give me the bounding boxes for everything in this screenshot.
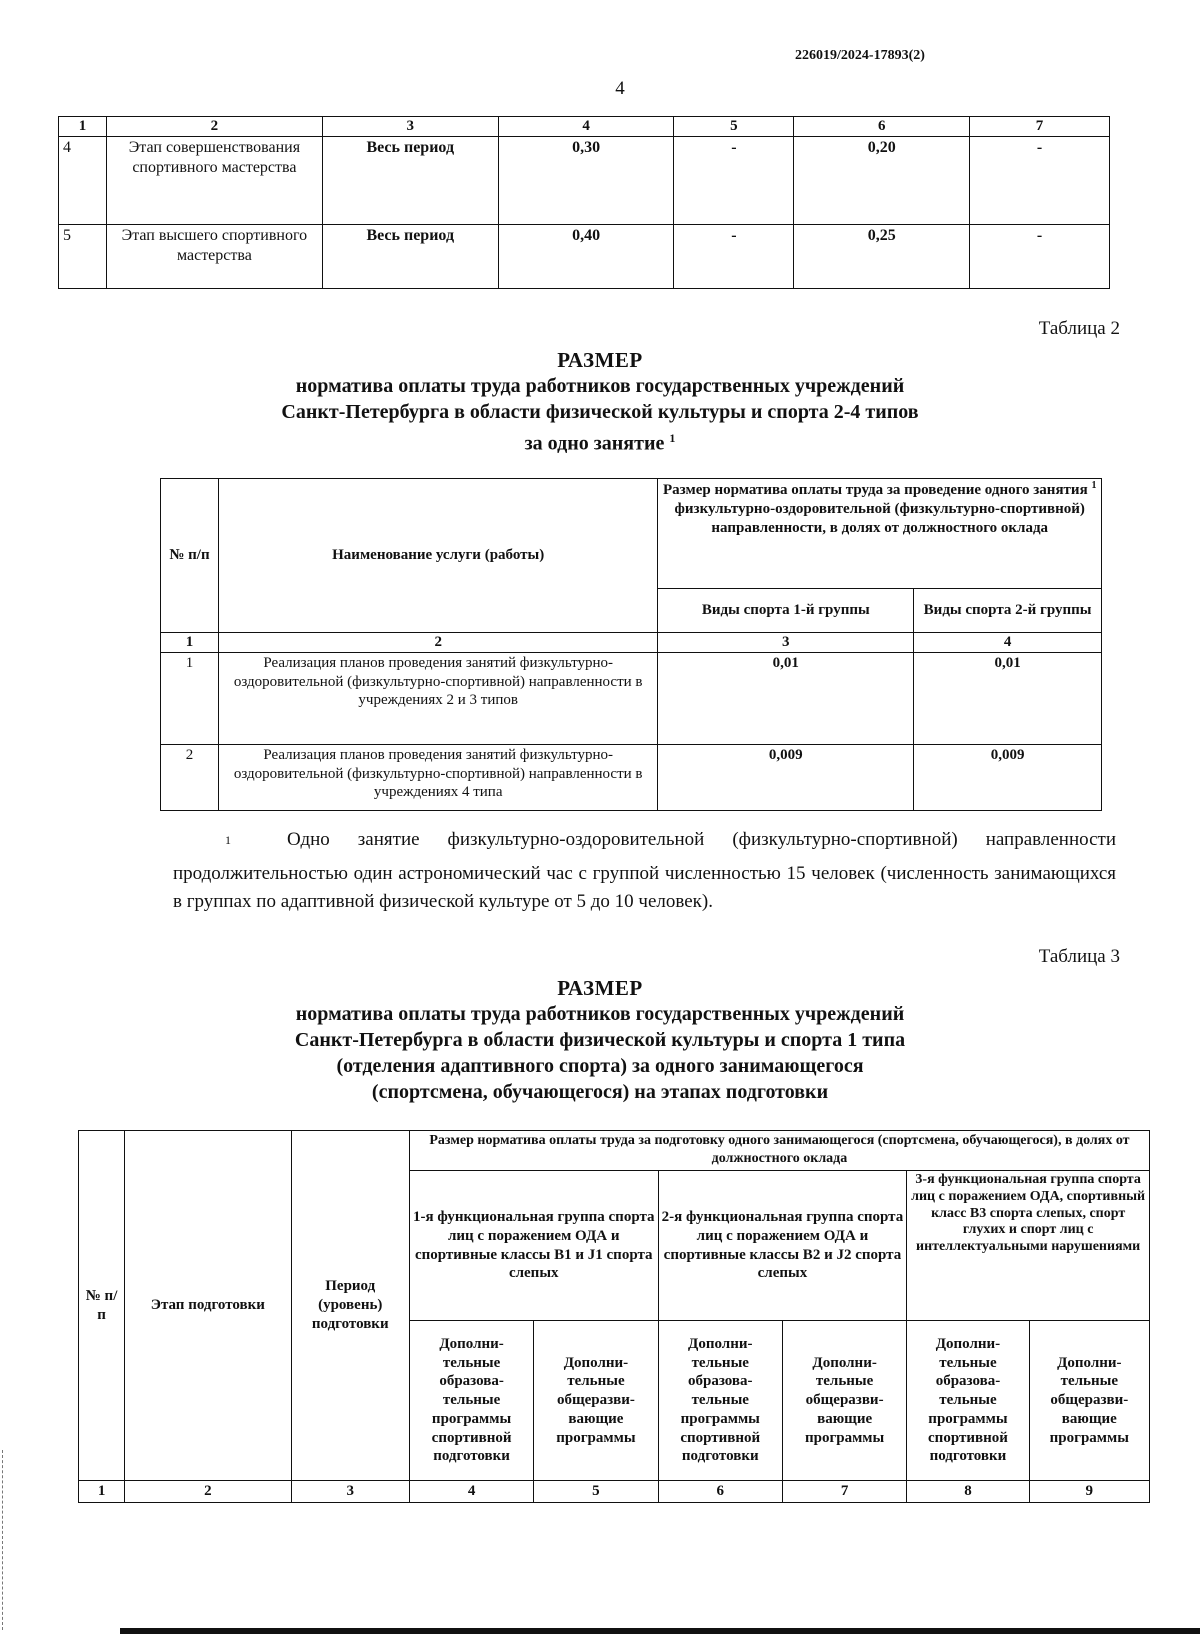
service-cell: Реализация планов проведения занятий физкультурно-оздоровительной (физкультурно-спортивной) направленности в учреждениях 4 типа (218, 744, 658, 810)
footnote-text: Одно занятие физкультурно-оздоровительной (физкультурно-спортивной) направленности продолжительностью один астрономический час с группой численностью 15 человек (численность занимающихся в группах по адаптивной физической культуре от 5 до 10 человек). (173, 829, 1116, 913)
table-row (59, 224, 1110, 288)
table-3-title (150, 975, 1050, 1105)
table-row (161, 652, 1102, 744)
table-3-index-row (79, 1481, 1150, 1503)
table-1-index-row (59, 117, 1110, 137)
table-row (161, 744, 1102, 810)
period-cell: Весь период (322, 224, 498, 288)
index-cell: 9 (1029, 1481, 1149, 1503)
value-cell: - (674, 224, 794, 288)
header-additional-education: Дополни-тельные образова-тельные программы спортивной подготовки (409, 1321, 533, 1481)
stage-cell: Этап высшего спортивного мастерства (106, 224, 322, 288)
index-cell: 1 (79, 1481, 125, 1503)
index-cell: 7 (782, 1481, 906, 1503)
value-cell: - (970, 136, 1110, 224)
table-2-index-row (161, 633, 1102, 653)
scan-bottom-edge (120, 1628, 1200, 1634)
header-group-2: 2-я функциональная группа спорта лиц с поражением ОДА и спортивные классы В2 и J2 спорта слепых (658, 1171, 907, 1321)
header-size: Размер норматива оплаты труда за подготовку одного занимающегося (спортсмена, обучающегося), в долях от должностного оклада (409, 1131, 1149, 1171)
index-cell: 2 (106, 117, 322, 137)
header-group-2: Виды спорта 2-й группы (914, 589, 1102, 633)
period-cell: Весь период (322, 136, 498, 224)
header-group-1: Виды спорта 1-й группы (658, 589, 914, 633)
row-number: 1 (161, 652, 219, 744)
footnote-mark: 1 (225, 833, 231, 847)
header-general-development: Дополни-тельные общеразви-вающие программы (1029, 1321, 1149, 1481)
table-3-title-line: (отделения адаптивного спорта) за одного занимающегося (336, 1055, 864, 1077)
row-number: 4 (59, 136, 107, 224)
index-cell: 2 (218, 633, 658, 653)
index-cell: 7 (970, 117, 1110, 137)
stage-cell: Этап совершенствования спортивного мастерства (106, 136, 322, 224)
index-cell: 5 (674, 117, 794, 137)
service-cell: Реализация планов проведения занятий физкультурно-оздоровительной (физкультурно-спортивной) направленности в учреждениях 2 и 3 типов (218, 652, 658, 744)
index-cell: 3 (291, 1481, 409, 1503)
table-2-header-row (161, 479, 1102, 589)
index-cell: 3 (322, 117, 498, 137)
header-num: № п/п (161, 479, 219, 633)
page-number: 4 (615, 78, 625, 99)
table-2-title-line: РАЗМЕР (557, 348, 643, 372)
header-group-1: 1-я функциональная группа спорта лиц с поражением ОДА и спортивные классы В1 и J1 спорта слепых (409, 1171, 658, 1321)
index-cell: 2 (125, 1481, 291, 1503)
value-cell: 0,20 (794, 136, 970, 224)
value-cell: 0,01 (658, 652, 914, 744)
footnote (173, 826, 1116, 916)
document-number: 226019/2024-17893(2) (795, 48, 925, 63)
index-cell: 1 (161, 633, 219, 653)
table-3-label: Таблица 3 (1038, 946, 1120, 967)
index-cell: 5 (534, 1481, 658, 1503)
value-cell: 0,25 (794, 224, 970, 288)
table-3-header-row (79, 1131, 1150, 1171)
table-row (59, 136, 1110, 224)
table-1-continuation (58, 116, 1110, 289)
footnote-ref: 1 (669, 431, 676, 445)
table-2-title-line: норматива оплаты труда работников государственных учреждений (295, 375, 905, 397)
header-additional-education: Дополни-тельные образова-тельные программы спортивной подготовки (907, 1321, 1029, 1481)
value-cell: 0,30 (498, 136, 674, 224)
header-general-development: Дополни-тельные общеразви-вающие программы (534, 1321, 658, 1481)
table-2-title (150, 347, 1050, 457)
header-period: Период (уровень) подготовки (291, 1131, 409, 1481)
index-cell: 4 (498, 117, 674, 137)
header-group-3: 3-я функциональная группа спорта лиц с поражением ОДА, спортивный класс В3 спорта слепых, спорт глухих и спорт лиц с интеллектуальными нарушениями (907, 1171, 1150, 1321)
header-general-development: Дополни-тельные общеразви-вающие программы (782, 1321, 906, 1481)
index-cell: 6 (658, 1481, 782, 1503)
value-cell: 0,009 (658, 744, 914, 810)
table-3 (78, 1130, 1150, 1503)
table-3-title-line: (спортсмена, обучающегося) на этапах подготовки (371, 1081, 829, 1103)
value-cell: 0,009 (914, 744, 1102, 810)
header-size (658, 479, 1102, 589)
value-cell: - (674, 136, 794, 224)
header-service: Наименование услуги (работы) (218, 479, 658, 633)
index-cell: 1 (59, 117, 107, 137)
header-num: № п/п (79, 1131, 125, 1481)
table-2 (160, 478, 1102, 811)
table-2-title-line: за одно занятие (524, 432, 665, 455)
header-size-text: Размер норматива оплаты труда за проведение одного занятия (663, 482, 1088, 498)
table-2-label: Таблица 2 (1038, 318, 1120, 339)
row-number: 5 (59, 224, 107, 288)
scan-edge-mark (2, 1450, 4, 1630)
index-cell: 3 (658, 633, 914, 653)
value-cell: 0,40 (498, 224, 674, 288)
index-cell: 6 (794, 117, 970, 137)
row-number: 2 (161, 744, 219, 810)
table-3-title-line: норматива оплаты труда работников государственных учреждений (295, 1003, 905, 1025)
table-3-title-line: Санкт-Петербурга в области физической культуры и спорта 1 типа (294, 1029, 906, 1051)
index-cell: 4 (914, 633, 1102, 653)
header-additional-education: Дополни-тельные образова-тельные программы спортивной подготовки (658, 1321, 782, 1481)
value-cell: - (970, 224, 1110, 288)
footnote-ref: 1 (1091, 480, 1097, 491)
header-stage: Этап подготовки (125, 1131, 291, 1481)
index-cell: 8 (907, 1481, 1029, 1503)
header-size-text: физкультурно-оздоровительной (физкультурно-спортивной) направленности, в долях от должностного оклада (674, 500, 1085, 536)
table-3-title-line: РАЗМЕР (557, 976, 643, 1000)
table-2-title-line: Санкт-Петербурга в области физической культуры и спорта 2-4 типов (281, 401, 919, 423)
value-cell: 0,01 (914, 652, 1102, 744)
index-cell: 4 (409, 1481, 533, 1503)
